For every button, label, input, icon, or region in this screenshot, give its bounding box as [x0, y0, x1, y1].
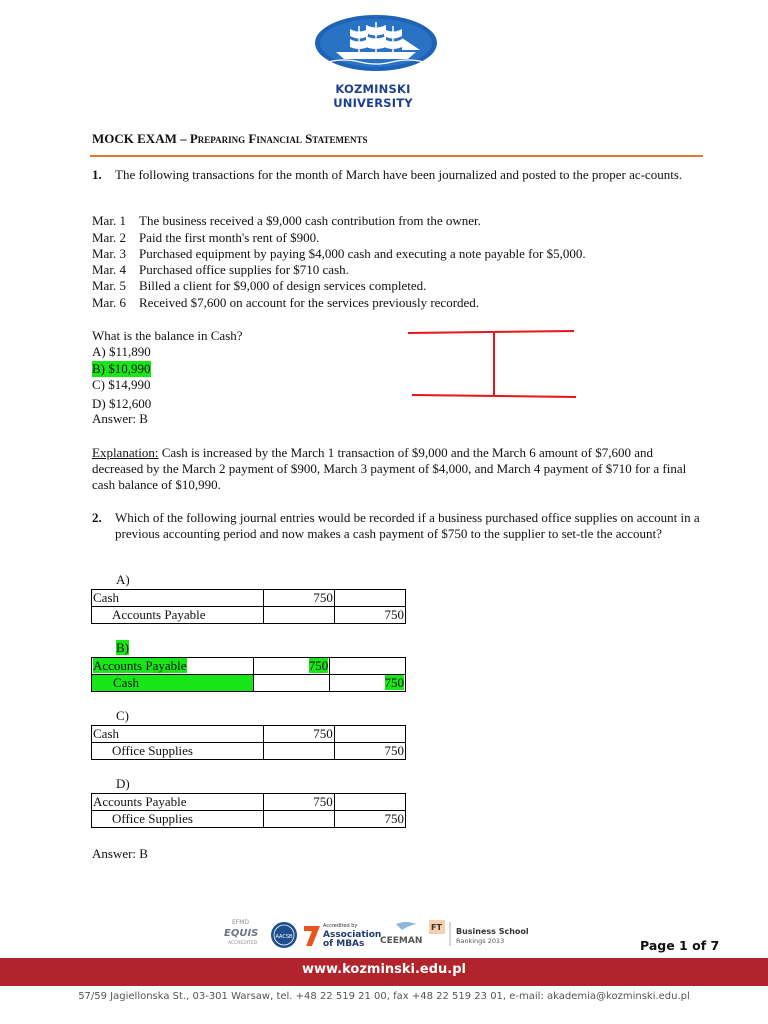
page-of: of: [687, 938, 711, 953]
question-1-prompt: What is the balance in Cash?: [92, 328, 243, 343]
transaction-row: [92, 213, 481, 229]
kozminski-ship-logo: [314, 14, 438, 72]
journal-entry-b-correct: [91, 657, 406, 692]
page-total: 7: [710, 938, 720, 953]
debit-amount: 750: [263, 794, 334, 811]
explanation-label: Explanation:: [92, 445, 159, 460]
table-row: [92, 658, 406, 675]
question-1-answer: Answer: B: [92, 411, 148, 426]
journal-entry-d: [91, 793, 406, 828]
accreditation-logos: [220, 916, 530, 950]
rankings-text: Rankings 2013: [456, 937, 505, 945]
transaction-row: [92, 278, 426, 294]
transaction-date: Mar. 2: [92, 230, 126, 245]
transaction-row: [92, 246, 586, 262]
debit-amount-empty: [254, 675, 330, 692]
table-row: [92, 607, 406, 624]
choice-d: D) $12,600: [92, 396, 152, 411]
transaction-desc: Billed a client for $9,000 of design services completed.: [139, 278, 427, 293]
option-b-label: [116, 640, 129, 656]
transaction-desc: Paid the first month's rent of $900.: [139, 230, 320, 245]
contact-address: 57/59 Jagiellonska St., 03-301 Warsaw, tel. +48 22 519 21 00, fax +48 22 519 23 01, e-mail: akademia@kozminski.edu.pl: [78, 991, 690, 1002]
question-1-explanation: [92, 445, 704, 493]
page-label: Page: [640, 938, 680, 953]
debit-account: Cash: [92, 726, 264, 743]
credit-amount-text: 750: [384, 675, 404, 690]
debit-amount-empty: [263, 607, 334, 624]
university-name: KOZMINSKI UNIVERSITY: [333, 82, 413, 110]
table-row: [92, 726, 406, 743]
page-current: 1: [679, 938, 688, 953]
choice-a: A) $11,890: [92, 344, 151, 359]
efmd-logo-text: EFMD: [232, 919, 250, 926]
question-1-number: 1.: [92, 167, 102, 182]
transaction-row: [92, 295, 479, 311]
table-row: [92, 811, 406, 828]
credit-amount: 750: [334, 811, 405, 828]
transaction-date: Mar. 1: [92, 213, 126, 228]
debit-amount-empty: [263, 811, 334, 828]
question-1-text: The following transactions for the month of March have been journalized and posted to the proper ac-counts.: [115, 167, 683, 182]
ceeman-swoosh-icon: [396, 922, 416, 930]
question-2-text: Which of the following journal entries would be recorded if a business purchased office supplies on account in a previous accounting period and now makes a cash payment of $750 to the supplier to set-tle the account?: [115, 510, 700, 541]
debit-amount: 750: [263, 726, 334, 743]
table-row: [92, 743, 406, 760]
credit-account-text: Cash: [113, 675, 139, 690]
debit-account: Cash: [92, 590, 264, 607]
amba-mark-icon: [304, 926, 320, 946]
credit-amount: [330, 675, 406, 692]
transaction-date: Mar. 6: [92, 295, 126, 310]
amba-line1-text: Association: [323, 930, 382, 940]
transaction-desc: Received $7,600 on account for the services previously recorded.: [139, 295, 480, 310]
choice-b-correct: B) $10,990: [92, 361, 151, 376]
debit-account: Accounts Payable: [92, 794, 264, 811]
transaction-desc: Purchased equipment by paying $4,000 cash and executing a note payable for $5,000.: [139, 246, 586, 261]
credit-amount: 750: [334, 743, 405, 760]
journal-entry-c: [91, 725, 406, 760]
title-divider: [90, 155, 703, 157]
debit-amount-text: 750: [308, 658, 329, 673]
table-row: [92, 794, 406, 811]
exam-title-subject: Preparing Financial Statements: [189, 131, 368, 146]
credit-account: [92, 675, 254, 692]
question-2-answer: Answer: B: [92, 846, 148, 861]
ceeman-logo-text: CEEMAN: [380, 936, 423, 946]
debit-amount: [254, 658, 330, 675]
question-2-number: 2.: [92, 510, 102, 525]
option-c-label: C): [116, 708, 129, 723]
credit-amount-empty: [334, 590, 405, 607]
credit-account: Office Supplies: [92, 811, 264, 828]
debit-account: [92, 658, 254, 675]
credit-amount-empty: [334, 726, 405, 743]
transaction-date: Mar. 4: [92, 262, 126, 277]
table-row: [92, 675, 406, 692]
debit-amount: 750: [263, 590, 334, 607]
choice-c: C) $14,990: [92, 377, 151, 392]
table-row: [92, 590, 406, 607]
debit-amount-empty: [263, 743, 334, 760]
debit-account-text: Accounts Payable: [93, 658, 187, 673]
ft-logo-text: FT: [431, 923, 442, 932]
amba-line2-text: of MBAs: [323, 939, 365, 949]
business-school-text: Business School: [456, 927, 529, 936]
option-a-label: A): [116, 572, 130, 587]
equis-accredited-text: ACCREDITED: [228, 941, 258, 946]
website-link[interactable]: www.kozminski.edu.pl: [301, 962, 467, 977]
exam-title-main: MOCK EXAM –: [92, 131, 190, 146]
credit-account: Accounts Payable: [92, 607, 264, 624]
credit-amount-empty: [330, 658, 406, 675]
transaction-date: Mar. 3: [92, 246, 126, 261]
transaction-desc: The business received a $9,000 cash contribution from the owner.: [139, 213, 481, 228]
explanation-text: Cash is increased by the March 1 transaction of $9,000 and the March 6 amount of $7,600 and decreased by the March 2 payment of $900, March 3 payment of $4,000, and March 4 payment of $710 for a final cash balance of $10,990.: [92, 445, 687, 492]
equis-logo-text: EQUIS: [224, 928, 259, 939]
credit-amount: 750: [334, 607, 405, 624]
amba-accredited-text: Accredited by: [323, 923, 358, 929]
transaction-row: [92, 230, 319, 246]
credit-account: Office Supplies: [92, 743, 264, 760]
page-number: [640, 938, 719, 953]
t-account-sketch: [406, 326, 578, 404]
credit-amount-empty: [334, 794, 405, 811]
exam-title: [92, 131, 368, 147]
transaction-desc: Purchased office supplies for $710 cash.: [139, 262, 349, 277]
option-b-label-text: B): [116, 640, 129, 655]
transaction-row: [92, 262, 349, 278]
transaction-date: Mar. 5: [92, 278, 126, 293]
option-d-label: D): [116, 776, 130, 791]
aacsb-logo-text: AACSB: [275, 934, 293, 940]
journal-entry-a: [91, 589, 406, 624]
